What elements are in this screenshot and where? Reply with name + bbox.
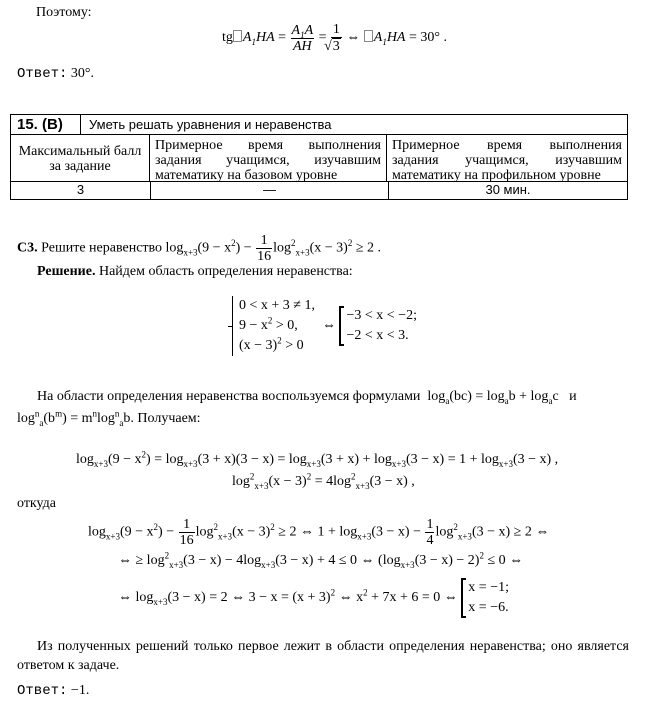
profile-time-header: Примерное время выполнения задания учащимся, изучавшим математику на профильном уровне <box>392 138 622 183</box>
answer-2: Ответ: −1. <box>17 683 90 699</box>
skill-description: Уметь решать уравнения и неравенства <box>89 117 332 132</box>
skills-table <box>10 114 628 200</box>
derivation-1: $\log_{x+3}(9 - x^2)$ − $\frac{1}{16}$ $\log^2_{x+3}(x - 3)^2 \ge 2$ ⇔ $1 + \log_{x+3}(3 - x)$ − $\frac{1}{4}$ $\log^2_{x+3}(3 - x) \ge 2$ ⇔ <box>88 517 550 548</box>
task-statement: С3. Решите неравенство $\log_{x+3}(9 - x^2)$ − $\frac{1}{16}$ $\log^2_{x+3}(x - 3)^2 \ge 2$ . <box>17 233 382 264</box>
angle-icon-2 <box>364 30 373 42</box>
tangent-formula: tg $A_1HA$ = $\frac{A_1A}{AH}$ = 1 √ 3 ⇔ $A_1HA = 30^\circ$ . <box>222 22 447 54</box>
derivation-2: ⇔ ≥ $\log^2_{x+3}(3 - x) - 4\log_{x+3}(3 - x) + 4 \le 0$ ⇔ $(\log_{x+3}(3 - x) - 2)^2 \le 0$ ⇔ <box>118 550 524 570</box>
transform-2: $\log^2_{x+3}(x - 3)^2 = 4\log^2_{x+3}(3 - x)$ , <box>232 471 415 491</box>
derivation-3: ⇔ $\log_{x+3}(3 - x) = 2$ ⇔ $3 - x = (x + 3)^2$ ⇔ $x^2 + 7x + 6 = 0$ ⇔ x = −1; x = −6. <box>118 578 509 618</box>
formulas-line: На области определения неравенства воспользуемся формулами $\log_a(bc) = \log_ab + \log_ac$ и <box>37 389 577 406</box>
angle-icon <box>233 30 242 42</box>
task-number: 15. (В) <box>11 115 81 134</box>
basic-time-header: Примерное время выполнения задания учащимся, изучавшим математику на базовом уровне <box>150 135 387 181</box>
basic-time-value: — <box>151 182 389 199</box>
whence-text: откуда <box>17 496 56 511</box>
profile-time-value: 30 мин. <box>485 182 531 197</box>
max-score-value: 3 <box>11 182 151 199</box>
answer-1: Ответ: 30°. <box>17 66 95 82</box>
formula-power: $\log^n_a(b^m) = m^n\log^n_ab$. Получаем: <box>17 408 201 428</box>
solution-intro: Решение. Найдем область определения неравенства: <box>37 264 353 279</box>
conclusion-text: Из полученных решений только первое лежит в области определения неравенства; оно является ответом к задаче. <box>17 639 629 673</box>
therefore-text: Поэтому: <box>36 5 92 20</box>
transform-1: $\log_{x+3}(9 - x^2) = \log_{x+3}(3 + x)(3 - x) = \log_{x+3}(3 + x) + \log_{x+3}(3 - x) = 1 + \log_{x+3}(3 - x)$ , <box>76 449 559 469</box>
domain-system: 0 < x + 3 ≠ 1, $9 - x^2 > 0$, $(x - 3)^2 > 0$ ⇔ −3 < x < −2; −2 < x < 3. <box>232 296 417 356</box>
max-score-header: Максимальный балл за задание <box>11 135 150 181</box>
